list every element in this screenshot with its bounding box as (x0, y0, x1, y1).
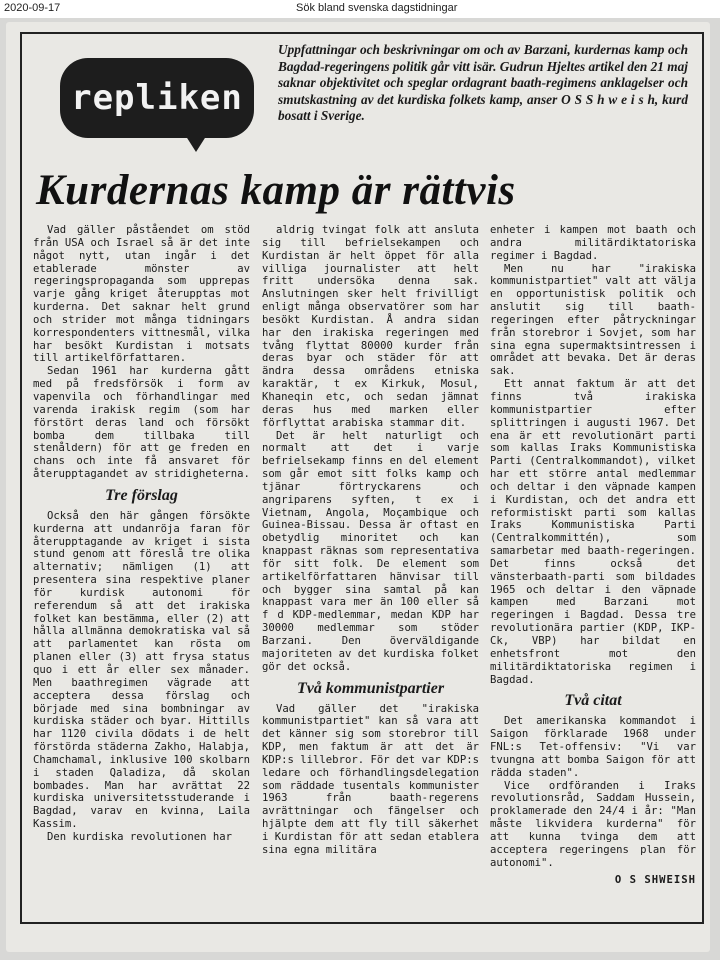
paragraph: Ett annat faktum är att det finns två irakiska kommunistpartier efter splittringen i augusti 1967. Det ena är ett revolutionärt parti som kallas Iraks Kommunistiska Parti (Centralkommandot), vilket har ett större antal medlemmar och deltar i den väpnade kampen i Kurdistan, och det andra ett reformistiskt parti som kallas Iraks Kommunistiska Parti (Centralkommittén), som samarbetar med baath-regeringen. Det finns också det vänsterbaath-parti som bildades 1965 och deltar i den väpnade kampen med Barzani mot regeringen i Bagdad. Dessa tre revolutionära partier (KDP, IKP-Ck, VBP) har bildat en enhetsfront mot den militärdiktatoriska regimen i Bagdad. (490, 378, 696, 686)
paragraph: Också den här gången försökte kurderna att undanröja faran för återupptagande av kriget i sista stund genom att föreslå tre olika alternativ; nämligen (1) att presentera sina respektive planer för kurdisk autonomi för referendum så att det irakiska folket kan bestämma, eller (2) att hålla allmänna demokratiska val så att parlamentet kan rösta om planen eller (3) att frysa status quo i ett år eller sex månader. Men baathregimen vägrade att acceptera dessa förslag och började med sina bombningar av kurdiska städer och byar. Hittills har 1120 civila dödats i de helt förstörda städerna Zakho, Halabja, Chamchamal, inklusive 100 skolbarn i staden Qaladiza, då skolan bombades. Man har avrättat 22 kurdiska universitetsstuderande i Bagdad, varav en kvinna, Laila Kassim. (33, 509, 250, 831)
paragraph: Det amerikanska kommandot i Saigon förklarade 1968 under FNL:s Tet-offensiv: "Vi var tvungna att bomba Saigon för att rädda staden". (490, 715, 696, 779)
subheading: Två citat (564, 692, 622, 710)
paragraph: Vad gäller påståendet om stöd från USA och Israel så är det inte något nytt, utan ingår i det etablerade mönster av regeringspropaganda som upprepas varje gång kriget återupptas mot kurderna. Det saknar helt grund och strider mot många tidningars korrespondenters vittnesmål, vilka har besökt Kurdistan i motsats till artikelförfattaren. (33, 224, 250, 365)
article-ingress: Uppfattningar och beskrivningar om och av Barzani, kurdernas kamp och Bagdad-regeringens politik går vitt isär. Gudrun Hjeltes artikel den 21 maj saknar objektivitet och speglar ordagrant baath-regimens anklagelser och smutskastning av det kurdiska folkets kamp, anser O S S h w e i s h, kurd bosatt i Sverige. (278, 42, 688, 123)
article-headline: Kurdernas kamp är rättvis (36, 167, 516, 214)
badge-label: repliken (71, 78, 243, 118)
paragraph: enheter i kampen mot baath och andra militärdiktatoriska regimer i Bagdad. (490, 224, 696, 262)
subheading: Två kommunistpartier (296, 679, 445, 697)
article-column-1 (33, 224, 250, 844)
paragraph: Vad gäller det "irakiska kommunistpartiet" kan så vara att det känner sig som storebror till KDP, men faktum är att det är KDP:s lillebror. För det var KDP:s ledare och förhandlingsdelegation som räddade tusentals kommunister 1963 från baath-regerens avrättningar och fängelser och hjälpte dem att fly till säkerhet i Kurdistan för att sedan etablera sina egna militära (262, 702, 479, 856)
paragraph: Men nu har "irakiska kommunistpartiet" valt att välja en opportunistisk politik och anslutit sig till baath-regeringen efter påtryckningar från storebror i Sovjet, som har sina egna supermaktsintressen i området att bevaka. Det är deras sak. (490, 262, 696, 378)
article-column-2 (262, 224, 479, 857)
print-date: 2020-09-17 (4, 2, 61, 14)
paragraph: aldrig tvingat folk att ansluta sig till befrielsekampen och Kurdistan är helt öppet för alla villiga journalister att helt fritt undersöka denna sak. Anslutningen sker helt frivilligt enligt många observatörer som har besökt Kurdistan. Å andra sidan har den irakiska regeringen med tvång flyttat 80000 kurder från deras byar och städer för att ändra dessa områdens etniska karaktär, t ex Kirkuk, Mosul, Khaneqin etc, och sedan jämnat deras hus med marken eller förflyttat arabiska stammar dit. (262, 224, 479, 429)
paragraph: Vice ordföranden i Iraks revolutionsråd, Saddam Hussein, proklamerade den 24/4 i år: "Man måste likvidera kurderna" för att kunna tvinga dem att acceptera regeringens plan för autonomi". (490, 779, 696, 869)
page-source-title: Sök bland svenska dagstidningar (296, 2, 458, 14)
browser-header (0, 0, 720, 18)
subheading: Tre förslag (105, 486, 178, 504)
paragraph: Den kurdiska revolutionen har (47, 830, 232, 843)
article-column-3 (490, 224, 696, 886)
speech-bubble-tail-icon (182, 130, 210, 152)
paragraph: Sedan 1961 har kurderna gått med på fredsförsök i form av vapenvila och förhandlingar med varenda irakisk regim (som har förstört deras land och försökt bomba dem tillbaka till stenåldern) för att ge freden en chans och inte få ansvaret för återupptagandet av stridigheterna. (33, 365, 250, 481)
paragraph: Det är helt naturligt och normalt att det i varje befrielsekamp finns en del element som går emot sitt folks kamp och tjänar förtryckarens och angriparens syften, t ex i Vietnam, Angola, Moçambique och Guinea-Bissau. Dessa är oftast en obetydlig minoritet och kan knappast räknas som representativa för sitt folk. De element som artikelförfattaren hänvisar till och bygger sina samtal på kan knappast vara mer än 100 eller så f d KDP-medlemmar, medan KDP har 30000 medlemmar som stöder Barzani. Den överväldigande majoriteten av det kurdiska folket gör det också. (262, 429, 479, 673)
repliken-badge (60, 58, 254, 138)
author-signature: O S SHWEISH (614, 873, 696, 886)
